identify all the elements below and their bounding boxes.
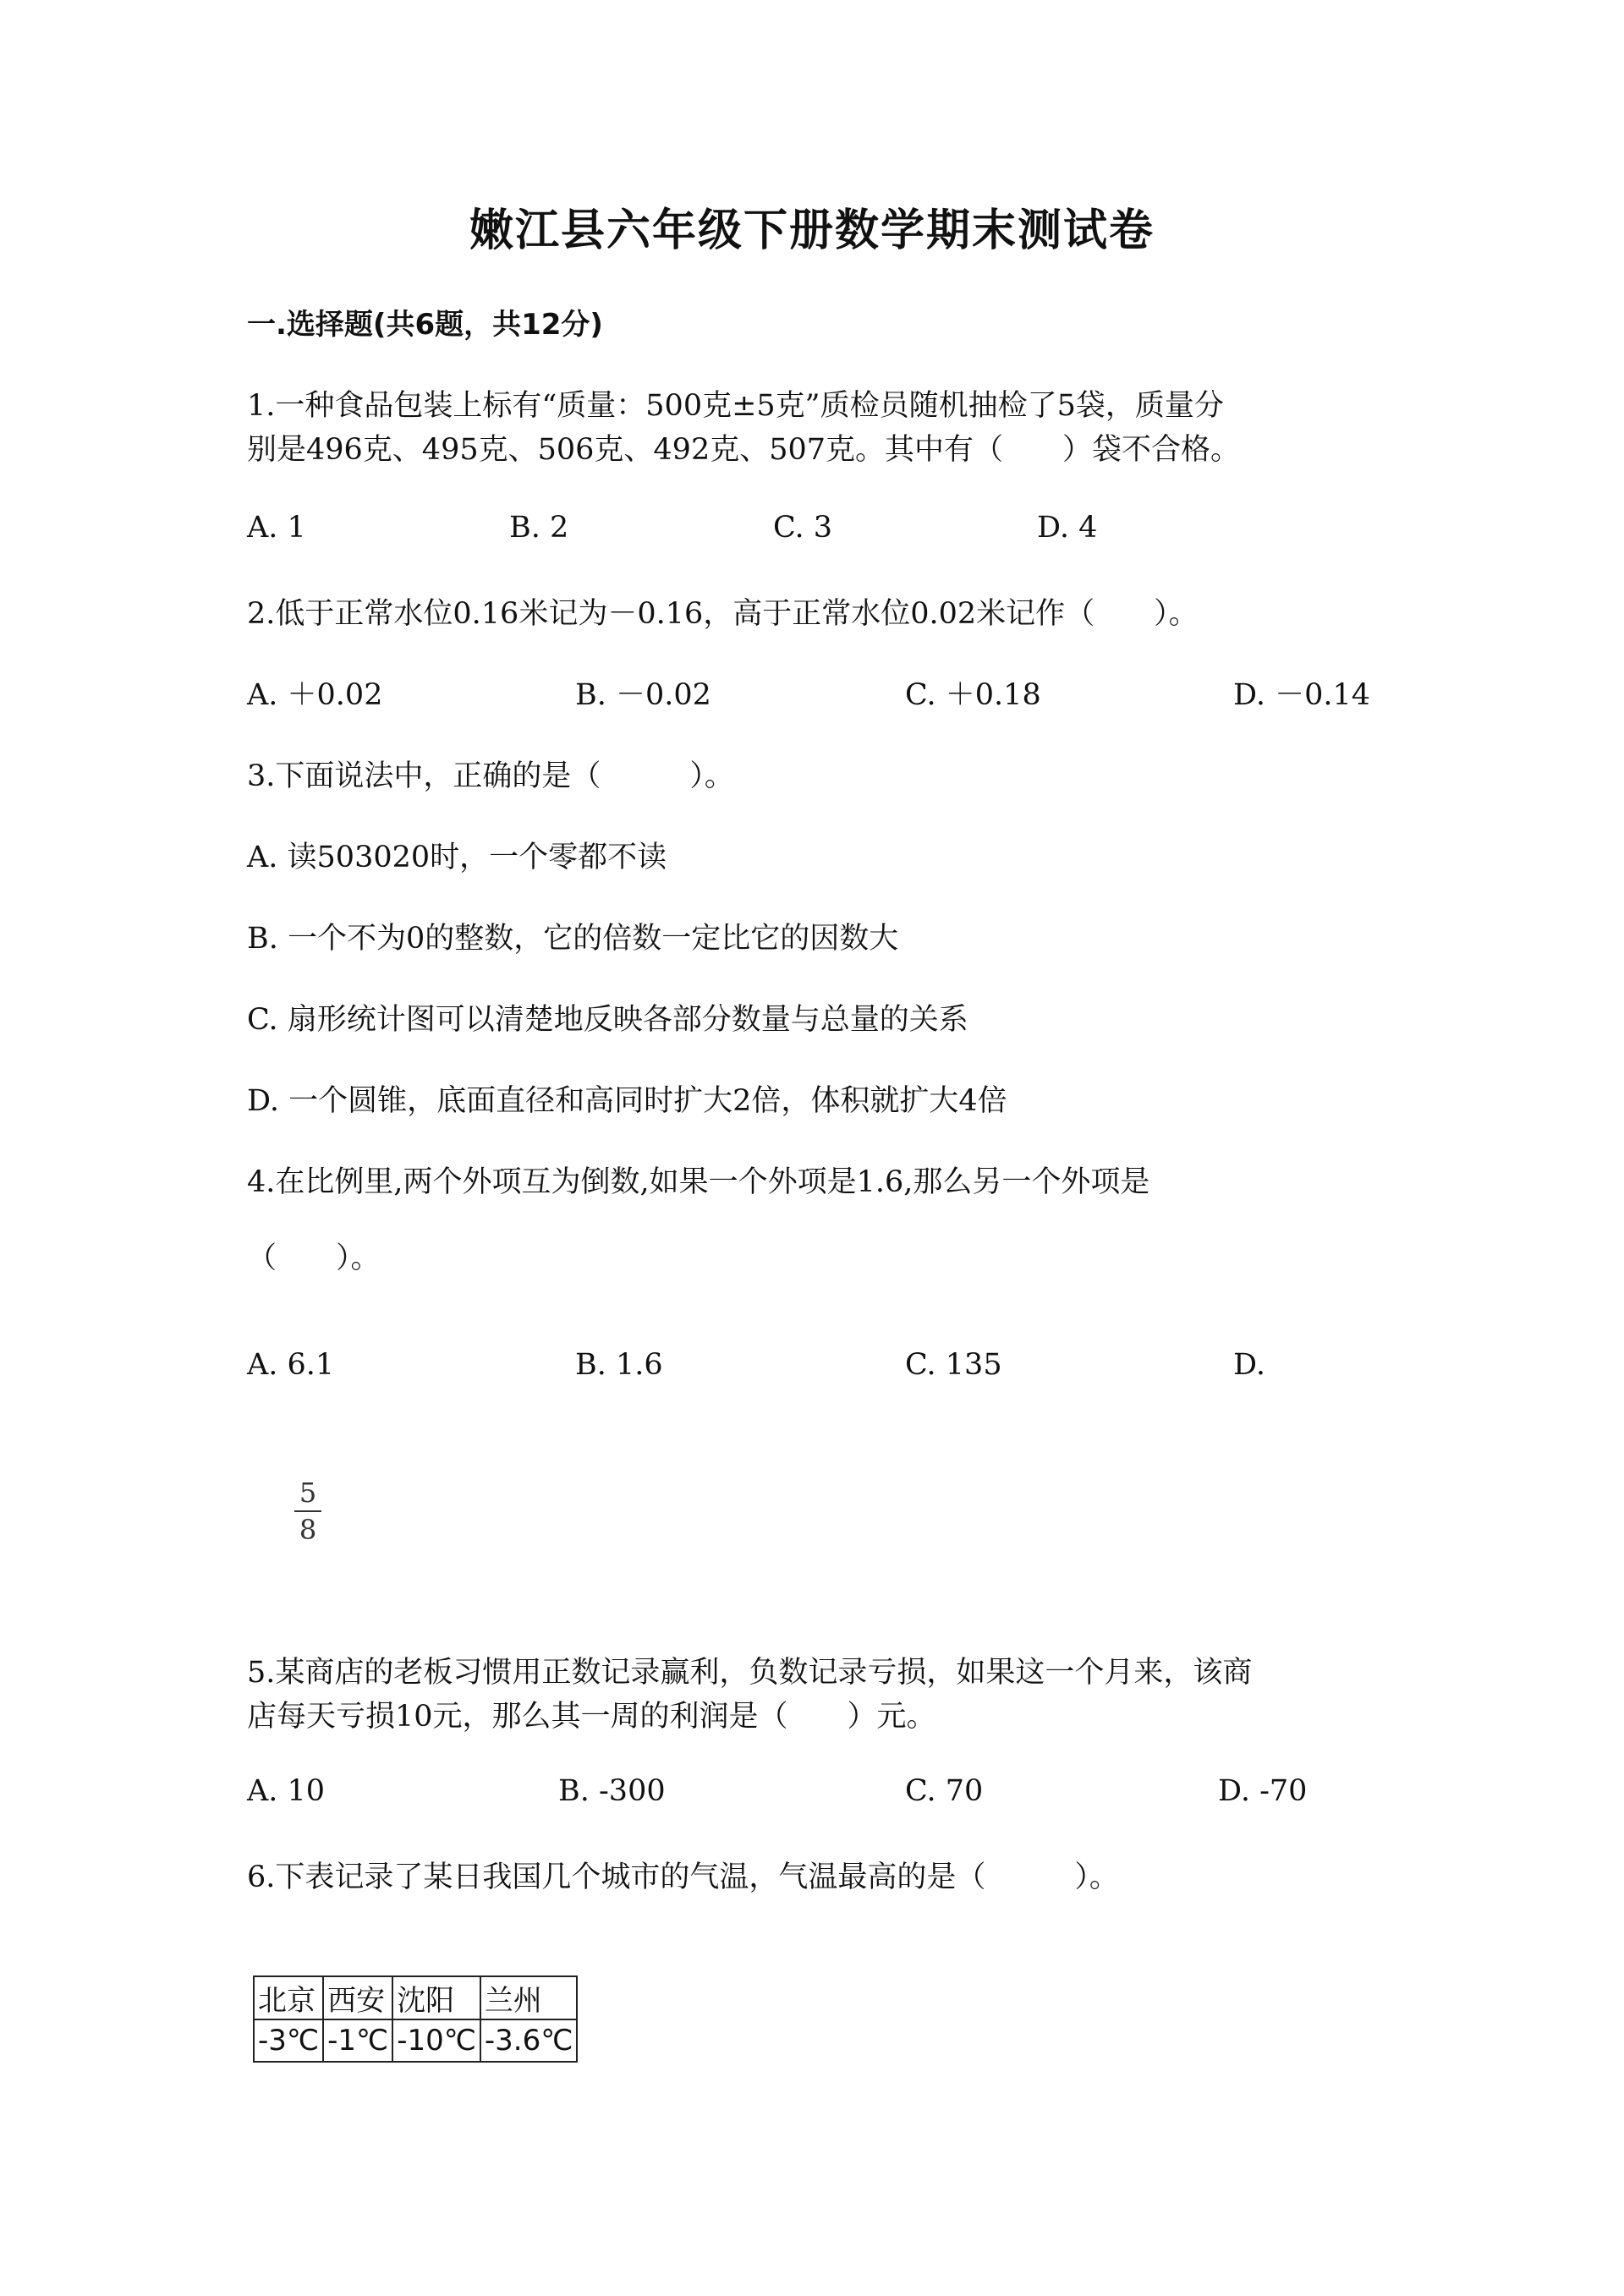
question-3-line-1: 3.下面说法中，正确的是（ ）。 (247, 759, 734, 793)
section-heading: 一.选择题(共6题，共12分) (247, 308, 603, 342)
option-d-fraction (294, 1477, 321, 1546)
question-2-option-c: C. ＋0.18 (905, 678, 1041, 712)
table-cell: -10℃ (392, 2019, 480, 2062)
question-1-line-2: 别是496克、495克、506克、492克、507克。其中有（ ）袋不合格。 (247, 433, 1241, 467)
question-3-option-b: B. 一个不为0的整数，它的倍数一定比它的因数大 (247, 922, 899, 956)
fraction-denominator: 8 (299, 1514, 317, 1546)
question-2-option-a: A. ＋0.02 (247, 678, 383, 712)
question-2-option-d: D. －0.14 (1233, 678, 1370, 712)
question-1-option-d: D. 4 (1037, 511, 1098, 545)
question-2-option-b: B. －0.02 (575, 678, 711, 712)
question-2-line-1: 2.低于正常水位0.16米记为－0.16，高于正常水位0.02米记作（ ）。 (247, 597, 1199, 631)
question-3-option-c: C. 扇形统计图可以清楚地反映各部分数量与总量的关系 (247, 1003, 968, 1037)
question-4-line-2: （ ）。 (247, 1241, 381, 1275)
question-5-option-a: A. 10 (247, 1774, 326, 1808)
table-row-cities (254, 1976, 577, 2019)
question-1-line-1: 1.一种食品包装上标有“质量：500克±5克”质检员随机抽检了5袋，质量分 (247, 389, 1224, 423)
table-cell: 兰州 (480, 1976, 578, 2019)
question-4-option-b: B. 1.6 (575, 1348, 663, 1382)
table-cell: -1℃ (323, 2019, 392, 2062)
question-1-option-a: A. 1 (247, 511, 306, 545)
table-cell: 沈阳 (392, 1976, 480, 2019)
fraction-bar (294, 1510, 321, 1512)
question-1-option-c: C. 3 (773, 511, 833, 545)
question-5-line-2: 店每天亏损10元，那么其一周的利润是（ ）元。 (247, 1700, 936, 1734)
question-4-option-c: C. 135 (905, 1348, 1002, 1382)
question-6-line-1: 6.下表记录了某日我国几个城市的气温，气温最高的是（ ）。 (247, 1860, 1119, 1894)
table-cell: -3.6℃ (480, 2019, 578, 2062)
question-5-option-d: D. -70 (1218, 1774, 1308, 1808)
temperature-table (253, 1975, 578, 2063)
table-cell: 北京 (254, 1976, 323, 2019)
question-4-line-1: 4.在比例里,两个外项互为倒数,如果一个外项是1.6,那么另一个外项是 (247, 1165, 1150, 1199)
question-3-option-a: A. 读503020时，一个零都不读 (247, 841, 667, 874)
table-row-temps (254, 2019, 577, 2062)
table-cell: -3℃ (254, 2019, 323, 2062)
table-cell: 西安 (323, 1976, 392, 2019)
question-5-option-b: B. -300 (558, 1774, 666, 1808)
fraction-numerator: 5 (299, 1477, 317, 1509)
page-title: 嫩江县六年级下册数学期末测试卷 (469, 205, 1155, 256)
question-5-line-1: 5.某商店的老板习惯用正数记录赢利，负数记录亏损，如果这一个月来，该商 (247, 1656, 1253, 1690)
question-5-option-c: C. 70 (905, 1774, 984, 1808)
question-1-option-b: B. 2 (509, 511, 569, 545)
question-4-option-d: D. (1233, 1348, 1265, 1382)
question-3-option-d: D. 一个圆锥，底面直径和高同时扩大2倍，体积就扩大4倍 (247, 1084, 1007, 1118)
question-4-option-a: A. 6.1 (247, 1348, 335, 1382)
